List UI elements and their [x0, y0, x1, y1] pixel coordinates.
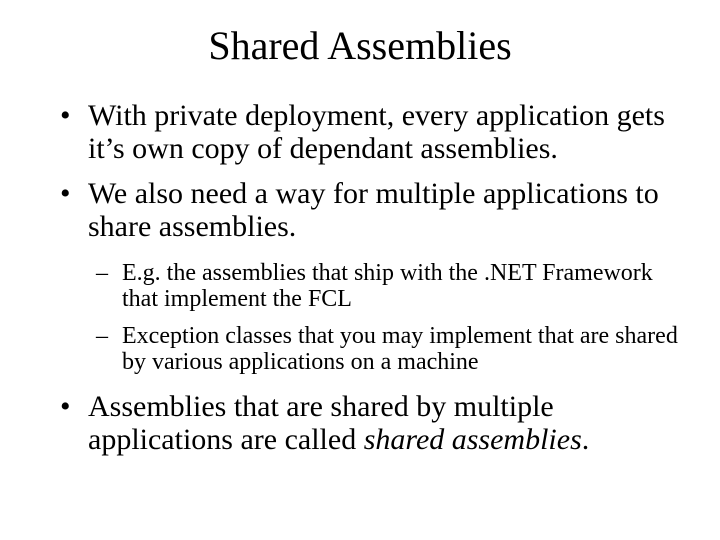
bullet-text: We also need a way for multiple applications to share assemblies. [88, 177, 659, 243]
bullet-text-before: Assemblies that are shared by multiple applications are called [88, 390, 554, 456]
bullet-item [60, 177, 680, 243]
bullet-text [88, 390, 678, 456]
sub-bullet-text: E.g. the assemblies that ship with the .NET Framework that implement the FCL [122, 260, 653, 312]
bullet-item [60, 99, 680, 165]
slide-title: Shared Assemblies [208, 23, 512, 68]
sub-bullet-mark: – [96, 260, 108, 286]
bullet-mark: • [60, 390, 71, 423]
bullet-text-italic: shared assemblies [363, 423, 582, 456]
bullet-mark: • [60, 99, 71, 132]
bullet-mark: • [60, 177, 71, 210]
sub-bullet-mark: – [96, 323, 108, 349]
bullet-item [60, 390, 680, 456]
sub-bullet-item [96, 323, 696, 375]
sub-bullet-item [96, 260, 696, 312]
bullet-text-after: . [581, 423, 590, 456]
sub-bullet-text: Exception classes that you may implement that are shared by various applications on a machine [122, 323, 678, 375]
bullet-text: With private deployment, every application gets it’s own copy of dependant assemblies. [88, 99, 665, 165]
